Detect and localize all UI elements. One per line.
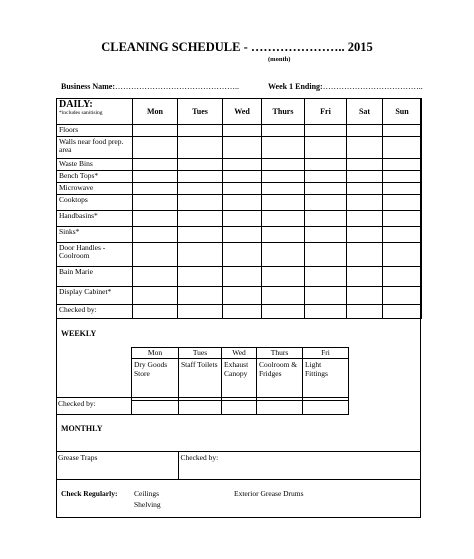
check-item-shelving: Shelving (134, 500, 161, 509)
daily-item-label: Microwave (57, 183, 133, 195)
grid-cell[interactable] (347, 183, 383, 195)
business-name-field (61, 82, 239, 91)
grid-cell[interactable] (305, 171, 347, 183)
grid-cell[interactable] (383, 305, 422, 319)
grid-cell[interactable] (347, 305, 383, 319)
monthly-checked-by-cell[interactable]: Checked by: (178, 452, 421, 480)
grid-cell[interactable] (262, 171, 305, 183)
grid-cell[interactable] (223, 267, 262, 287)
grid-cell[interactable] (383, 195, 422, 211)
grid-cell[interactable] (178, 398, 221, 415)
grid-cell[interactable] (178, 267, 223, 287)
daily-item-label: Cooktops (57, 195, 133, 211)
grid-cell[interactable] (305, 287, 347, 305)
grid-cell[interactable] (133, 195, 178, 211)
grid-cell[interactable] (178, 243, 223, 267)
grid-cell[interactable] (347, 171, 383, 183)
grid-cell[interactable] (178, 211, 223, 227)
grid-cell[interactable] (223, 243, 262, 267)
daily-item-label: Bench Tops* (57, 171, 133, 183)
weekly-header-row (132, 348, 349, 359)
daily-day-mon: Mon (133, 99, 178, 125)
grid-cell[interactable] (133, 159, 178, 171)
grid-cell[interactable] (347, 195, 383, 211)
grid-cell[interactable] (262, 267, 305, 287)
table-row (57, 211, 422, 227)
grid-cell[interactable] (383, 183, 422, 195)
table-row (57, 137, 422, 159)
check-regularly-label: Check Regularly: (61, 489, 118, 498)
weekly-task-row (132, 359, 349, 401)
grid-cell[interactable] (383, 227, 422, 243)
daily-day-sun: Sun (383, 99, 422, 125)
daily-heading-cell (57, 99, 133, 125)
table-row (57, 125, 422, 137)
grid-cell[interactable] (262, 125, 305, 137)
daily-table (56, 98, 422, 319)
grid-cell[interactable] (223, 137, 262, 159)
grid-cell[interactable] (305, 227, 347, 243)
weekly-day-thurs: Thurs (257, 348, 303, 359)
weekly-task-dry-goods[interactable]: Dry Goods Store (132, 359, 179, 401)
check-item-grease-drums: Exterior Grease Drums (234, 489, 304, 498)
table-row (57, 171, 422, 183)
grid-cell[interactable] (347, 125, 383, 137)
page-title: CLEANING SCHEDULE - ………………….. 2015 (101, 40, 373, 54)
daily-day-thurs: Thurs (262, 99, 305, 125)
month-caption: (month) (268, 56, 291, 63)
grid-cell[interactable] (133, 183, 178, 195)
grid-cell[interactable] (262, 227, 305, 243)
grid-cell[interactable] (221, 398, 256, 415)
weekly-task-exhaust-canopy[interactable]: Exhaust Canopy (222, 359, 257, 401)
grid-cell[interactable] (178, 159, 223, 171)
daily-checked-by-label: Checked by: (57, 305, 133, 319)
grid-cell[interactable] (223, 183, 262, 195)
grid-cell[interactable] (347, 137, 383, 159)
weekly-task-light-fittings[interactable]: Light Fittings (303, 359, 349, 401)
weekly-checked-row (56, 398, 348, 415)
grid-cell[interactable] (178, 137, 223, 159)
grid-cell[interactable] (223, 305, 262, 319)
grid-cell[interactable] (133, 227, 178, 243)
weekly-task-coolroom[interactable]: Coolroom & Fridges (257, 359, 303, 401)
grid-cell[interactable] (305, 195, 347, 211)
grid-cell[interactable] (305, 305, 347, 319)
grid-cell[interactable] (178, 195, 223, 211)
daily-heading-note: *includes sanitising (59, 110, 103, 116)
table-row (57, 287, 422, 305)
weekly-task-staff-toilets[interactable]: Staff Toilets (179, 359, 222, 401)
daily-item-label: Door Handles - Coolroom (57, 243, 133, 267)
daily-item-label: Display Cabinet* (57, 287, 133, 305)
grid-cell[interactable] (347, 159, 383, 171)
grid-cell[interactable] (302, 398, 348, 415)
daily-day-tues: Tues (178, 99, 223, 125)
grid-cell[interactable] (383, 125, 422, 137)
grid-cell[interactable] (223, 287, 262, 305)
grid-cell[interactable] (178, 287, 223, 305)
grid-cell[interactable] (223, 195, 262, 211)
grid-cell[interactable] (223, 125, 262, 137)
grid-cell[interactable] (347, 227, 383, 243)
table-row (57, 183, 422, 195)
grid-cell[interactable] (262, 183, 305, 195)
grid-cell[interactable] (262, 195, 305, 211)
daily-item-label: Handbasins* (57, 211, 133, 227)
grid-cell[interactable] (223, 159, 262, 171)
daily-day-wed: Wed (223, 99, 262, 125)
grid-cell[interactable] (178, 183, 223, 195)
grid-cell[interactable] (305, 137, 347, 159)
grid-cell[interactable] (133, 267, 178, 287)
grid-cell[interactable] (223, 211, 262, 227)
grid-cell[interactable] (178, 227, 223, 243)
grid-cell[interactable] (256, 398, 302, 415)
weekly-day-fri: Fri (303, 348, 349, 359)
grid-cell[interactable] (347, 267, 383, 287)
daily-item-label: Sinks* (57, 227, 133, 243)
grid-cell[interactable] (262, 137, 305, 159)
table-row (57, 267, 422, 287)
weekly-checked-table (56, 397, 349, 415)
weekly-day-tues: Tues (179, 348, 222, 359)
grid-cell[interactable] (133, 125, 178, 137)
grid-cell[interactable] (133, 305, 178, 319)
monthly-heading: MONTHLY (61, 424, 103, 433)
table-row (57, 243, 422, 267)
check-item-ceilings: Ceilings (134, 489, 160, 498)
grid-cell[interactable] (133, 137, 178, 159)
grid-cell[interactable] (305, 159, 347, 171)
weekly-day-wed: Wed (222, 348, 257, 359)
grid-cell[interactable] (223, 227, 262, 243)
daily-item-label: Bain Marie (57, 267, 133, 287)
grid-cell[interactable] (383, 137, 422, 159)
grid-cell[interactable] (347, 287, 383, 305)
grid-cell[interactable] (262, 211, 305, 227)
table-row (57, 195, 422, 211)
grid-cell[interactable] (305, 125, 347, 137)
grid-cell[interactable] (178, 305, 223, 319)
grid-cell[interactable] (262, 243, 305, 267)
grid-cell[interactable] (383, 159, 422, 171)
daily-heading: DAILY: (59, 99, 93, 110)
monthly-row (56, 452, 421, 480)
daily-item-label: Walls near food prep. area (57, 137, 133, 159)
business-name-label: Business Name: (61, 82, 116, 91)
grid-cell[interactable] (383, 211, 422, 227)
grid-cell[interactable] (178, 171, 223, 183)
grid-cell[interactable] (131, 398, 178, 415)
weekly-table (131, 347, 349, 401)
weekly-checked-by-label: Checked by: (56, 398, 131, 415)
grid-cell[interactable] (305, 211, 347, 227)
grid-cell[interactable] (347, 211, 383, 227)
weekly-day-mon: Mon (132, 348, 179, 359)
monthly-table (56, 451, 421, 480)
daily-header-row (57, 99, 422, 125)
grid-cell[interactable] (383, 171, 422, 183)
grease-traps-cell[interactable]: Grease Traps (56, 452, 178, 480)
week-ending-field (268, 82, 423, 91)
business-name-blank: ……………………………………….. (115, 82, 240, 91)
grid-cell[interactable] (133, 211, 178, 227)
weekly-heading: WEEKLY (61, 329, 97, 338)
daily-item-label: Floors (57, 125, 133, 137)
grid-cell[interactable] (383, 243, 422, 267)
week-ending-label: Week 1 Ending: (268, 82, 323, 91)
grid-cell[interactable] (305, 183, 347, 195)
grid-cell[interactable] (305, 267, 347, 287)
grid-cell[interactable] (133, 243, 178, 267)
daily-day-fri: Fri (305, 99, 347, 125)
grid-cell[interactable] (133, 287, 178, 305)
grid-cell[interactable] (383, 287, 422, 305)
daily-item-label: Waste Bins (57, 159, 133, 171)
grid-cell[interactable] (223, 171, 262, 183)
week-ending-blank: ……………………………….. (322, 82, 423, 91)
grid-cell[interactable] (262, 287, 305, 305)
grid-cell[interactable] (383, 267, 422, 287)
grid-cell[interactable] (305, 243, 347, 267)
grid-cell[interactable] (347, 243, 383, 267)
table-row (57, 305, 422, 319)
daily-day-sat: Sat (347, 99, 383, 125)
grid-cell[interactable] (178, 125, 223, 137)
grid-cell[interactable] (133, 171, 178, 183)
table-row (57, 227, 422, 243)
table-row (57, 159, 422, 171)
grid-cell[interactable] (262, 159, 305, 171)
grid-cell[interactable] (262, 305, 305, 319)
